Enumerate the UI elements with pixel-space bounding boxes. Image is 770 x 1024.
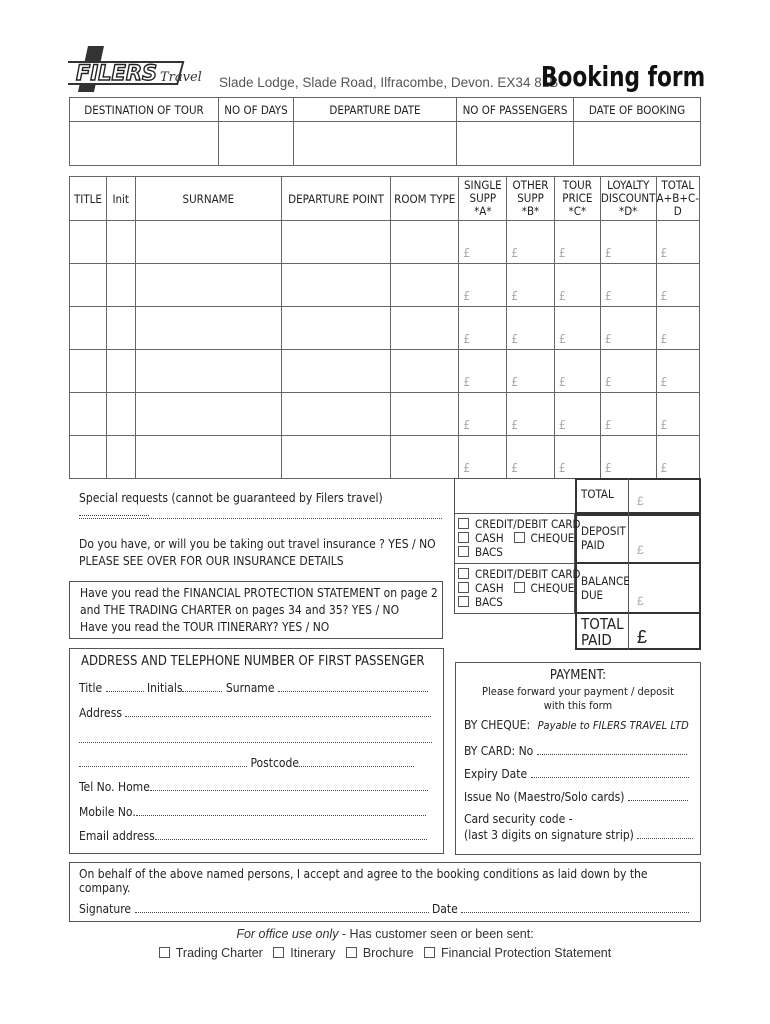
total-label: TOTAL <box>581 487 614 501</box>
cash-label: CASH <box>475 581 504 595</box>
pound-sign: £ <box>660 375 668 389</box>
passenger-cell[interactable] <box>600 436 656 479</box>
hdr-loyal-3: *D* <box>619 204 638 218</box>
pound-sign: £ <box>511 246 519 260</box>
balance-bacs-option[interactable] <box>458 595 580 609</box>
pound-sign: £ <box>463 418 471 432</box>
deposit-methods <box>458 517 580 559</box>
table-row <box>70 350 700 393</box>
passenger-cell[interactable] <box>459 436 507 479</box>
passenger-cell[interactable] <box>507 393 555 436</box>
total-paid-1: TOTAL <box>581 615 624 633</box>
logo-sub: Travel <box>160 70 202 85</box>
passenger-cell[interactable] <box>459 307 507 350</box>
postcode-label: Postcode <box>250 756 300 770</box>
destination-field[interactable] <box>70 122 219 166</box>
filers-logo <box>68 44 213 94</box>
deposit-2: PAID <box>581 538 605 552</box>
pound-sign: £ <box>463 332 471 346</box>
tel-line[interactable] <box>79 780 428 794</box>
agreement-box <box>69 862 701 922</box>
svg-text:FILERS: FILERS <box>76 61 158 85</box>
charter-box <box>69 581 443 639</box>
passengers-field[interactable] <box>457 122 574 166</box>
pound-sign: £ <box>511 461 519 475</box>
by-cheque-line <box>464 718 689 732</box>
pound-sign: £ <box>660 289 668 303</box>
passenger-cell[interactable] <box>282 436 391 479</box>
hdr-tourp-2: PRICE <box>562 191 593 205</box>
payment-forward-2: with this form <box>543 699 613 712</box>
passenger-cell[interactable] <box>507 436 555 479</box>
passenger-cell[interactable] <box>282 221 391 264</box>
checkbox-icon[interactable] <box>458 596 469 607</box>
hdr-loyal-2: DISCOUNT <box>600 191 656 205</box>
address-box <box>69 648 444 854</box>
pound-sign: £ <box>463 375 471 389</box>
checkbox-icon[interactable] <box>514 532 525 543</box>
pound-sign: £ <box>660 332 668 346</box>
passenger-cell[interactable] <box>391 393 459 436</box>
office-use-italic: For office use only <box>236 927 339 941</box>
table-row <box>70 393 700 436</box>
passenger-cell[interactable] <box>70 264 107 307</box>
pound-sign: £ <box>660 418 668 432</box>
pound-sign: £ <box>511 418 519 432</box>
logo-graphic <box>68 44 213 94</box>
deposit-bacs-option[interactable] <box>458 545 580 559</box>
hdr-tourp-3: *C* <box>568 204 587 218</box>
payment-box <box>455 662 701 855</box>
passenger-cell[interactable] <box>391 264 459 307</box>
total-label-box <box>454 478 575 514</box>
bacs-label: BACS <box>475 545 503 559</box>
cheque-label: CHEQUE <box>530 581 575 595</box>
passenger-cell[interactable] <box>459 393 507 436</box>
mobile-label: Mobile No. <box>79 805 136 819</box>
booking-date-field[interactable] <box>574 122 701 166</box>
office-item-brochure: Brochure <box>362 946 414 960</box>
total-value-divider <box>628 478 629 514</box>
passenger-cell[interactable] <box>554 221 600 264</box>
pound-sign: £ <box>558 418 566 432</box>
checkbox-icon[interactable] <box>346 947 357 958</box>
deposit-1: DEPOSIT <box>581 524 626 538</box>
deposit-cash-option[interactable] <box>458 531 580 545</box>
office-use-rest: - Has customer seen or been sent: <box>338 927 534 941</box>
hdr-single-2: SUPP <box>469 191 497 205</box>
hdr-room-type: ROOM TYPE <box>391 177 459 221</box>
hdr-total-2: A+B+C-D <box>656 191 699 218</box>
passenger-cell[interactable] <box>106 221 135 264</box>
passenger-cell[interactable] <box>459 264 507 307</box>
passenger-cell[interactable] <box>135 393 282 436</box>
name-line[interactable] <box>79 681 428 695</box>
email-label: Email address <box>79 829 155 843</box>
title-label: Title <box>79 681 103 695</box>
pound-sign: £ <box>558 246 566 260</box>
issue-line[interactable] <box>464 790 688 804</box>
hdr-single-1: SINGLE <box>463 178 502 192</box>
col-passengers: NO OF PASSENGERS <box>457 98 574 122</box>
passenger-cell[interactable] <box>135 307 282 350</box>
passenger-cell[interactable] <box>507 264 555 307</box>
passenger-cell[interactable] <box>70 221 107 264</box>
total-paid-label <box>581 616 624 648</box>
checkbox-icon[interactable] <box>458 582 469 593</box>
pound-sign: £ <box>558 375 566 389</box>
pound-sign: £ <box>604 375 612 389</box>
date-label: Date <box>431 902 458 916</box>
passenger-cell[interactable] <box>656 264 699 307</box>
pound-sign: £ <box>604 461 612 475</box>
pound-sign: £ <box>604 332 612 346</box>
balance-methods <box>458 567 580 609</box>
balance-card-option[interactable] <box>458 567 580 581</box>
passenger-cell[interactable] <box>554 393 600 436</box>
by-cheque-label: BY CHEQUE: <box>464 718 531 732</box>
card-label: CREDIT/DEBIT CARD <box>475 567 581 581</box>
col-departure-date: DEPARTURE DATE <box>294 98 457 122</box>
checkbox-icon[interactable] <box>159 947 170 958</box>
deposit-label <box>581 524 626 552</box>
tour-table <box>69 97 701 166</box>
passenger-cell[interactable] <box>507 350 555 393</box>
passenger-cell[interactable] <box>70 436 107 479</box>
passenger-cell[interactable] <box>106 350 135 393</box>
days-field[interactable] <box>219 122 294 166</box>
pound-sign: £ <box>660 246 668 260</box>
hdr-title: TITLE <box>70 177 107 221</box>
passenger-cell[interactable] <box>656 393 699 436</box>
passenger-cell[interactable] <box>70 393 107 436</box>
agreement-text: On behalf of the above named persons, I accept and agree to the booking conditions as laid down by the company. <box>79 867 648 895</box>
issue-label: Issue No (Maestro/Solo cards) <box>464 790 625 804</box>
card-number-line[interactable] <box>464 744 687 758</box>
office-checklist <box>0 946 770 960</box>
charter-line-2: and THE TRADING CHARTER on pages 34 and 35? YES / NO <box>80 603 400 617</box>
hdr-surname: SURNAME <box>135 177 282 221</box>
passenger-cell[interactable] <box>106 307 135 350</box>
passenger-cell[interactable] <box>391 221 459 264</box>
passenger-cell[interactable] <box>600 393 656 436</box>
passenger-cell[interactable] <box>135 221 282 264</box>
hdr-other-supp <box>507 177 555 221</box>
passenger-cell[interactable] <box>554 350 600 393</box>
postcode-line[interactable] <box>79 756 414 770</box>
expiry-label: Expiry Date <box>464 767 528 781</box>
hdr-tourp-1: TOUR <box>562 178 592 192</box>
office-use <box>0 927 770 941</box>
passenger-cell[interactable] <box>391 307 459 350</box>
pound-sign: £ <box>604 246 612 260</box>
passenger-cell[interactable] <box>282 264 391 307</box>
security-label: (last 3 digits on signature strip) <box>464 828 634 842</box>
office-item-fps: Financial Protection Statement <box>441 946 612 960</box>
address-line-2[interactable] <box>79 742 432 743</box>
total-paid-pound: £ <box>637 627 648 647</box>
bacs-label: BACS <box>475 595 503 609</box>
hdr-single-supp <box>459 177 507 221</box>
passenger-cell[interactable] <box>459 350 507 393</box>
special-requests-label: Special requests (cannot be guaranteed by Filers travel) <box>79 491 383 505</box>
passenger-cell[interactable] <box>507 221 555 264</box>
insurance-question: Do you have, or will you be taking out travel insurance ? YES / NO <box>79 537 436 551</box>
pound-sign: £ <box>463 246 471 260</box>
passenger-cell[interactable] <box>554 307 600 350</box>
passenger-cell[interactable] <box>106 393 135 436</box>
payment-forward-1: Please forward your payment / deposit <box>482 685 674 698</box>
passenger-cell[interactable] <box>282 350 391 393</box>
hdr-other-3: *B* <box>521 204 540 218</box>
checkbox-icon[interactable] <box>458 532 469 543</box>
passenger-cell[interactable] <box>135 264 282 307</box>
col-days: NO OF DAYS <box>219 98 294 122</box>
pound-sign: £ <box>604 289 612 303</box>
passenger-cell[interactable] <box>282 393 391 436</box>
passenger-cell[interactable] <box>656 307 699 350</box>
initials-label: Initials <box>146 681 183 695</box>
pound-sign: £ <box>604 418 612 432</box>
office-item-itinerary: Itinerary <box>290 946 336 960</box>
mobile-line[interactable] <box>79 805 426 819</box>
passenger-cell[interactable] <box>656 221 699 264</box>
col-destination: DESTINATION OF TOUR <box>70 98 219 122</box>
card-label: CREDIT/DEBIT CARD <box>475 517 581 531</box>
address-heading: ADDRESS AND TELEPHONE NUMBER OF FIRST PASSENGER <box>81 654 425 669</box>
page-title: Booking form <box>541 60 706 93</box>
hdr-total <box>656 177 699 221</box>
balance-2: DUE <box>581 588 604 602</box>
passenger-cell[interactable] <box>507 307 555 350</box>
total-pound: £ <box>637 494 644 508</box>
signature-line[interactable] <box>79 902 689 916</box>
passenger-cell[interactable] <box>656 436 699 479</box>
departure-date-field[interactable] <box>294 122 457 166</box>
passenger-cell[interactable] <box>656 350 699 393</box>
office-item-charter: Trading Charter <box>175 946 263 960</box>
signature-label: Signature <box>79 902 132 916</box>
deposit-card-option[interactable] <box>458 517 580 531</box>
pound-sign: £ <box>511 375 519 389</box>
hdr-loyalty <box>600 177 656 221</box>
balance-1: BALANCE <box>581 574 630 588</box>
deposit-pound: £ <box>637 543 644 557</box>
passenger-cell[interactable] <box>600 307 656 350</box>
passenger-cell[interactable] <box>554 264 600 307</box>
passenger-table <box>69 176 700 479</box>
total-paid-divider <box>628 614 629 650</box>
col-booking-date: DATE OF BOOKING <box>574 98 701 122</box>
passenger-cell[interactable] <box>70 307 107 350</box>
pound-sign: £ <box>511 332 519 346</box>
pound-sign: £ <box>558 289 566 303</box>
passenger-cell[interactable] <box>600 350 656 393</box>
passenger-cell[interactable] <box>282 307 391 350</box>
charter-line-3: Have you read the TOUR ITINERARY? YES / NO <box>80 620 330 634</box>
charter-line-1: Have you read the FINANCIAL PROTECTION STATEMENT on page 2 <box>80 586 438 600</box>
checkbox-icon[interactable] <box>458 568 469 579</box>
hdr-tour-price <box>554 177 600 221</box>
payment-heading: PAYMENT: <box>549 668 607 683</box>
deposit-divider <box>628 514 629 564</box>
passenger-cell[interactable] <box>600 264 656 307</box>
tel-label: Tel No. Home <box>79 780 150 794</box>
security-line-1: Card security code - <box>464 812 573 826</box>
cheque-label: CHEQUE <box>530 531 575 545</box>
balance-cash-option[interactable] <box>458 581 580 595</box>
checkbox-icon[interactable] <box>273 947 284 958</box>
checkbox-icon[interactable] <box>458 518 469 529</box>
passenger-cell[interactable] <box>106 264 135 307</box>
pound-sign: £ <box>558 461 566 475</box>
checkbox-icon[interactable] <box>514 582 525 593</box>
company-address: Slade Lodge, Slade Road, Ilfracombe, Devon. EX34 8LB <box>219 75 559 90</box>
insurance-note: PLEASE SEE OVER FOR OUR INSURANCE DETAILS <box>79 554 344 568</box>
balance-pound: £ <box>637 594 644 608</box>
security-line-2[interactable] <box>464 828 693 842</box>
checkbox-icon[interactable] <box>458 546 469 557</box>
passenger-cell[interactable] <box>135 436 282 479</box>
special-requests-line[interactable] <box>79 518 442 519</box>
hdr-total-1: TOTAL <box>661 178 695 192</box>
pound-sign: £ <box>660 461 668 475</box>
passenger-cell[interactable] <box>391 436 459 479</box>
hdr-single-3: *A* <box>474 204 492 218</box>
special-requests[interactable] <box>79 491 442 519</box>
email-line[interactable] <box>79 829 427 843</box>
passenger-cell[interactable] <box>554 436 600 479</box>
passenger-cell[interactable] <box>391 350 459 393</box>
pound-sign: £ <box>511 289 519 303</box>
total-paid-2: PAID <box>581 631 612 649</box>
checkbox-icon[interactable] <box>424 947 435 958</box>
cash-label: CASH <box>475 531 504 545</box>
table-row <box>70 307 700 350</box>
payable-to: Payable to FILERS TRAVEL LTD <box>537 719 689 732</box>
table-row <box>70 221 700 264</box>
address-label: Address <box>79 706 122 720</box>
table-row <box>70 436 700 479</box>
surname-label: Surname <box>225 681 275 695</box>
address-line[interactable] <box>79 706 431 720</box>
passenger-cell[interactable] <box>600 221 656 264</box>
card-number-label: BY CARD: No <box>464 744 534 758</box>
pound-sign: £ <box>558 332 566 346</box>
passenger-cell[interactable] <box>459 221 507 264</box>
hdr-other-1: OTHER <box>512 178 549 192</box>
pound-sign: £ <box>463 289 471 303</box>
passenger-cell[interactable] <box>70 350 107 393</box>
pound-sign: £ <box>463 461 471 475</box>
hdr-init: Init <box>106 177 135 221</box>
hdr-other-2: SUPP <box>517 191 544 205</box>
table-row <box>70 264 700 307</box>
expiry-line[interactable] <box>464 767 689 781</box>
passenger-cell[interactable] <box>106 436 135 479</box>
hdr-departure-point: DEPARTURE POINT <box>282 177 391 221</box>
hdr-loyal-1: LOYALTY <box>607 178 650 192</box>
balance-label <box>581 574 630 602</box>
passenger-cell[interactable] <box>135 350 282 393</box>
